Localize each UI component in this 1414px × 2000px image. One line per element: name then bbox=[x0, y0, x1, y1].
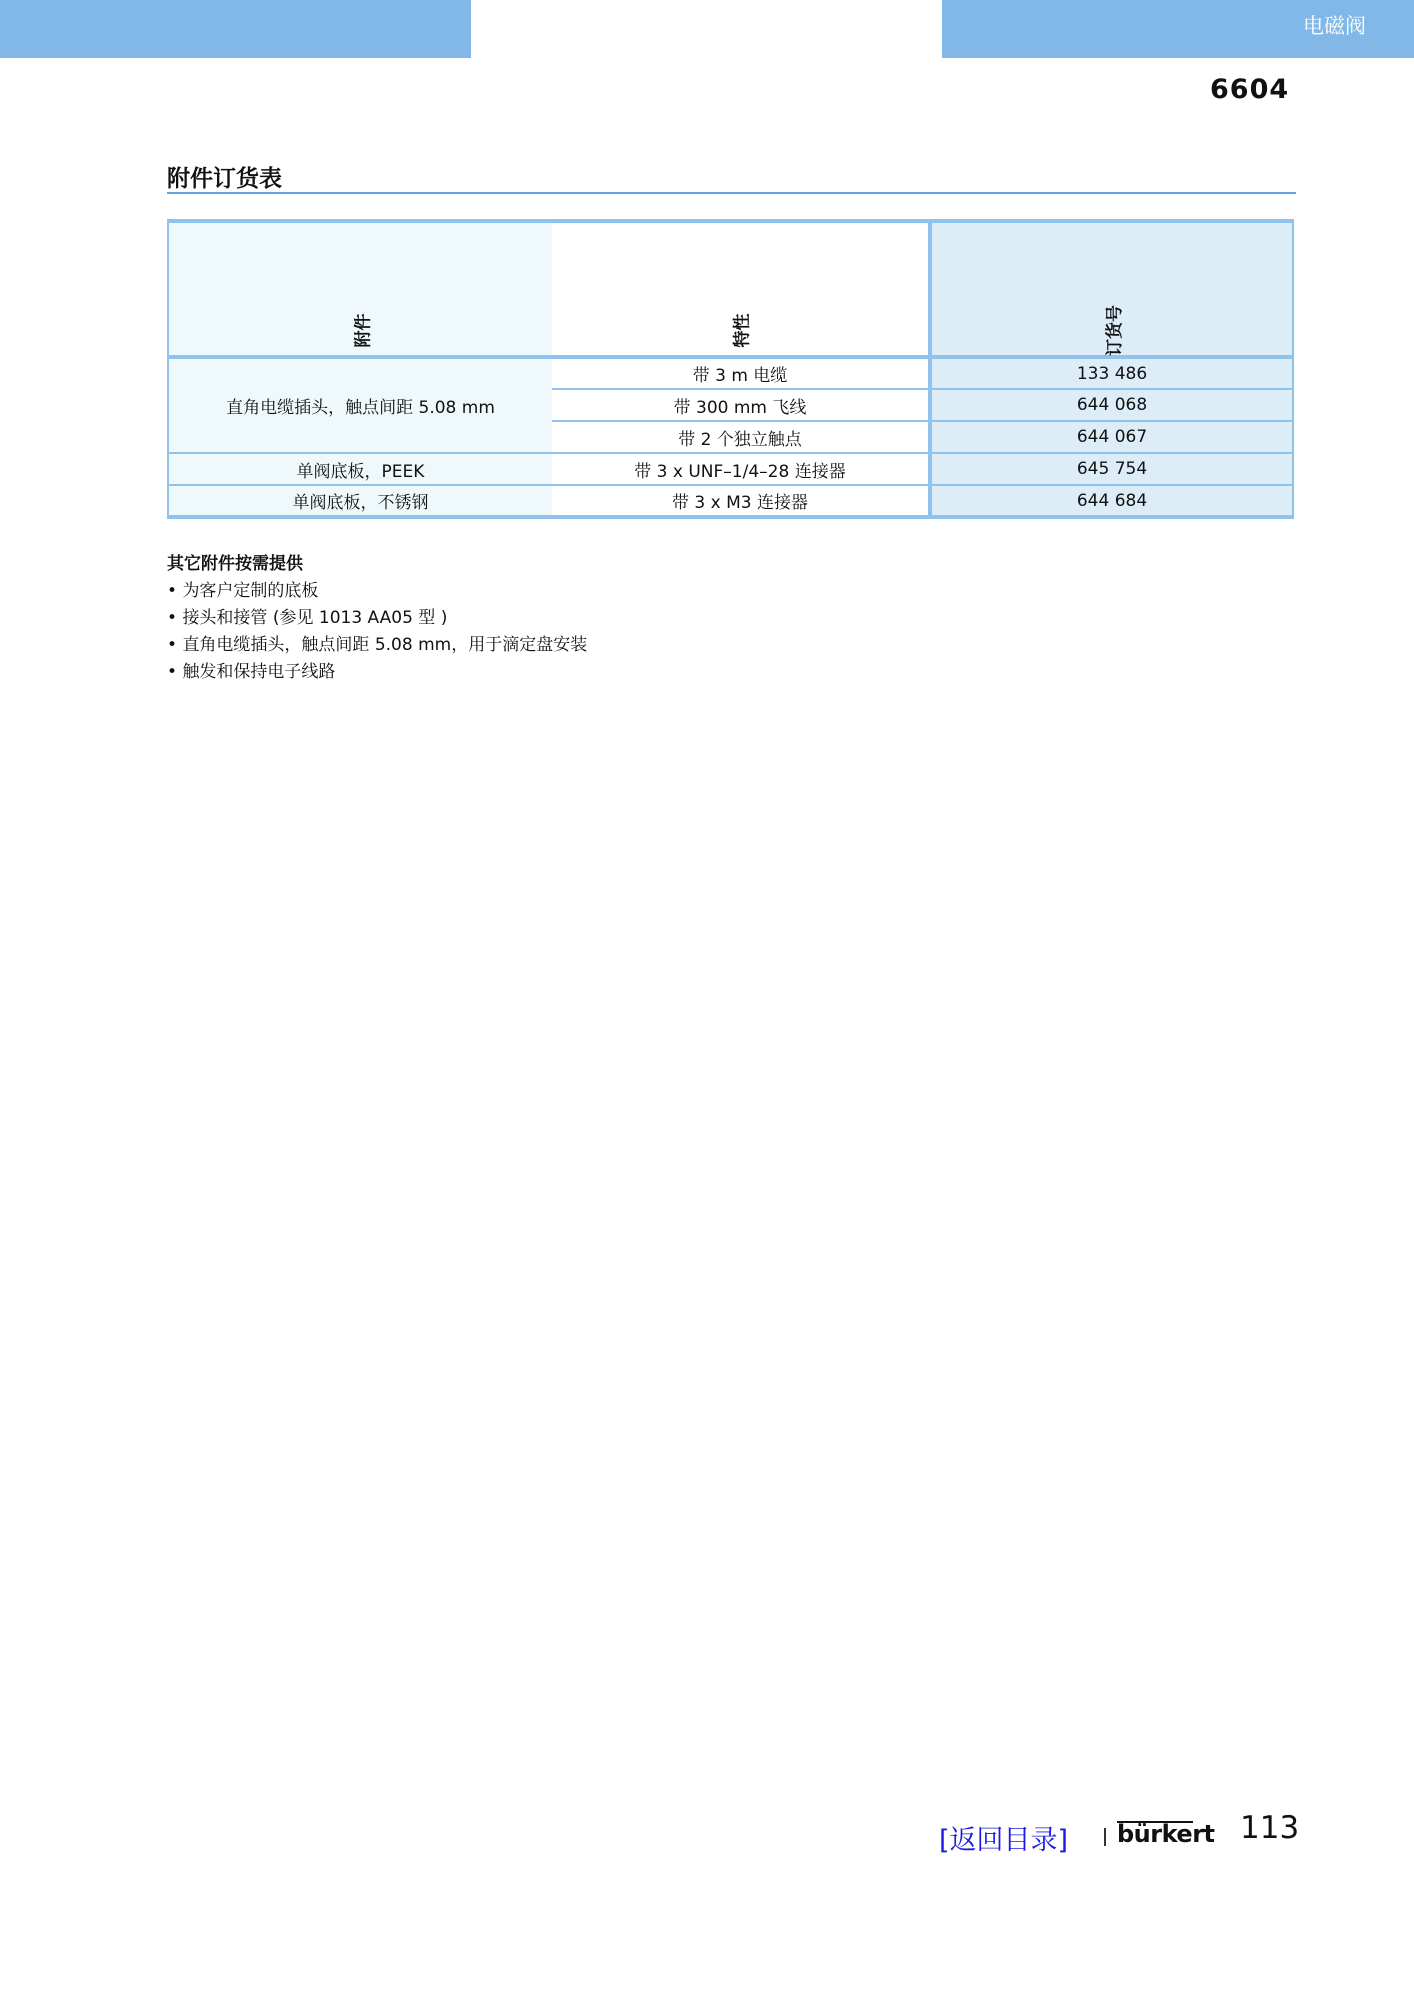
notes-heading: 其它附件按需提供 bbox=[167, 554, 303, 574]
accessory-cell: 直角电缆插头，触点间距 5.08 mm bbox=[168, 357, 552, 453]
feature-cell: 带 3 m 电缆 bbox=[552, 357, 930, 389]
list-item: • 接头和接管 (参见 1013 AA05 型 ) bbox=[167, 605, 587, 632]
table-row bbox=[168, 485, 1293, 517]
section-title: 附件订货表 bbox=[167, 166, 282, 192]
header-bar-right bbox=[942, 0, 1414, 58]
order-number-cell: 133 486 bbox=[930, 357, 1293, 389]
list-item: • 触发和保持电子线路 bbox=[167, 659, 587, 686]
column-header-order-number: 订货号 bbox=[930, 221, 1293, 357]
table-header-row bbox=[168, 221, 1293, 357]
feature-cell: 带 3 x UNF–1/4–28 连接器 bbox=[552, 453, 930, 485]
column-header-feature: 特性 bbox=[552, 221, 930, 357]
feature-cell: 带 300 mm 飞线 bbox=[552, 389, 930, 421]
category-label: 电磁阀 bbox=[1303, 14, 1366, 38]
table-row bbox=[168, 453, 1293, 485]
column-header-accessory: 附件 bbox=[168, 221, 552, 357]
footer-separator bbox=[1104, 1828, 1106, 1846]
table-row bbox=[168, 357, 1293, 389]
list-item: • 为客户定制的底板 bbox=[167, 578, 587, 605]
back-to-contents-link[interactable]: [返回目录] bbox=[939, 1825, 1069, 1856]
order-number-cell: 644 067 bbox=[930, 421, 1293, 453]
accessory-cell: 单阀底板，不锈钢 bbox=[168, 485, 552, 517]
title-divider bbox=[167, 192, 1296, 194]
order-number-cell: 644 068 bbox=[930, 389, 1293, 421]
accessory-cell: 单阀底板，PEEK bbox=[168, 453, 552, 485]
burkert-logo: bürkert bbox=[1117, 1820, 1215, 1848]
header-bar-left bbox=[0, 0, 471, 58]
accessory-order-table bbox=[167, 219, 1294, 519]
feature-cell: 带 3 x M3 连接器 bbox=[552, 485, 930, 517]
list-item: • 直角电缆插头，触点间距 5.08 mm，用于滴定盘安装 bbox=[167, 632, 587, 659]
feature-cell: 带 2 个独立触点 bbox=[552, 421, 930, 453]
model-number: 6604 bbox=[1210, 74, 1290, 105]
order-number-cell: 645 754 bbox=[930, 453, 1293, 485]
other-accessories-notes bbox=[167, 551, 587, 686]
page-number: 113 bbox=[1240, 1810, 1300, 1846]
order-number-cell: 644 684 bbox=[930, 485, 1293, 517]
